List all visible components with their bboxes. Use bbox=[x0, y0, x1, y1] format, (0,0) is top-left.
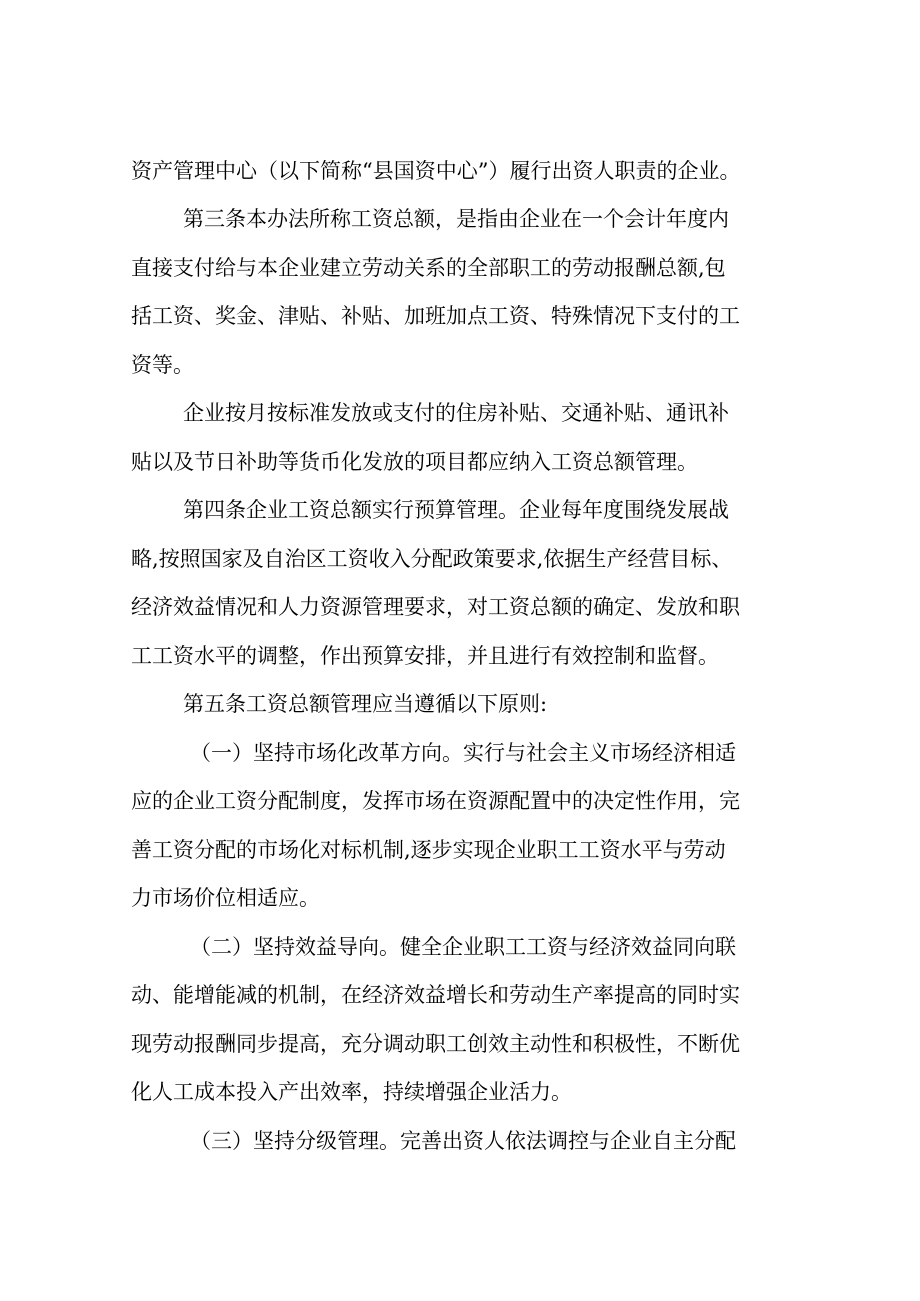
text-line: 括工资、奖金、津贴、补贴、加班加点工资、特殊情况下支付的工 bbox=[131, 304, 740, 328]
text-line: 动、能增能减的机制，在经济效益增长和劳动生产率提高的同时实 bbox=[131, 983, 740, 1007]
text-line: 直接支付给与本企业建立劳动关系的全部职工的劳动报酬总额,包 bbox=[131, 256, 726, 280]
text-line: （一）坚持市场化改革方向。实行与社会主义市场经济相适 bbox=[190, 741, 736, 765]
text-line: 第三条本办法所称工资总额，是指由企业在一个会计年度内 bbox=[183, 207, 729, 231]
text-line: 资等。 bbox=[131, 353, 194, 377]
text-line: 经济效益情况和人力资源管理要求，对工资总额的确定、发放和职 bbox=[131, 595, 740, 619]
text-line: 略,按照国家及自治区工资收入分配政策要求,依据生产经营目标、 bbox=[131, 547, 733, 571]
text-line: 现劳动报酬同步提高，充分调动职工创效主动性和积极性，不断优 bbox=[131, 1032, 740, 1056]
text-line: （三）坚持分级管理。完善出资人依法调控与企业自主分配 bbox=[190, 1129, 736, 1153]
text-line: 力市场价位相适应。 bbox=[131, 886, 320, 910]
text-line: 企业按月按标准发放或支付的住房补贴、交通补贴、通讯补 bbox=[183, 401, 729, 425]
text-line: 贴以及节日补助等货币化发放的项目都应纳入工资总额管理。 bbox=[131, 450, 698, 474]
text-line: 资产管理中心（以下简称“县国资中心”）履行出资人职责的企业。 bbox=[131, 159, 741, 183]
text-line: 化人工成本投入产出效率，持续增强企业活力。 bbox=[131, 1080, 572, 1104]
text-line: 第四条企业工资总额实行预算管理。企业每年度围绕发展战 bbox=[183, 498, 729, 522]
text-line: 第五条工资总额管理应当遵循以下原则: bbox=[183, 692, 548, 716]
text-line: 工工资水平的调整，作出预算安排，并且进行有效控制和监督。 bbox=[131, 644, 719, 668]
text-line: （二）坚持效益导向。健全企业职工工资与经济效益同向联 bbox=[190, 935, 736, 959]
text-line: 应的企业工资分配制度，发挥市场在资源配置中的决定性作用，完 bbox=[131, 789, 740, 813]
text-line: 善工资分配的市场化对标机制,逐步实现企业职工工资水平与劳动 bbox=[131, 838, 726, 862]
